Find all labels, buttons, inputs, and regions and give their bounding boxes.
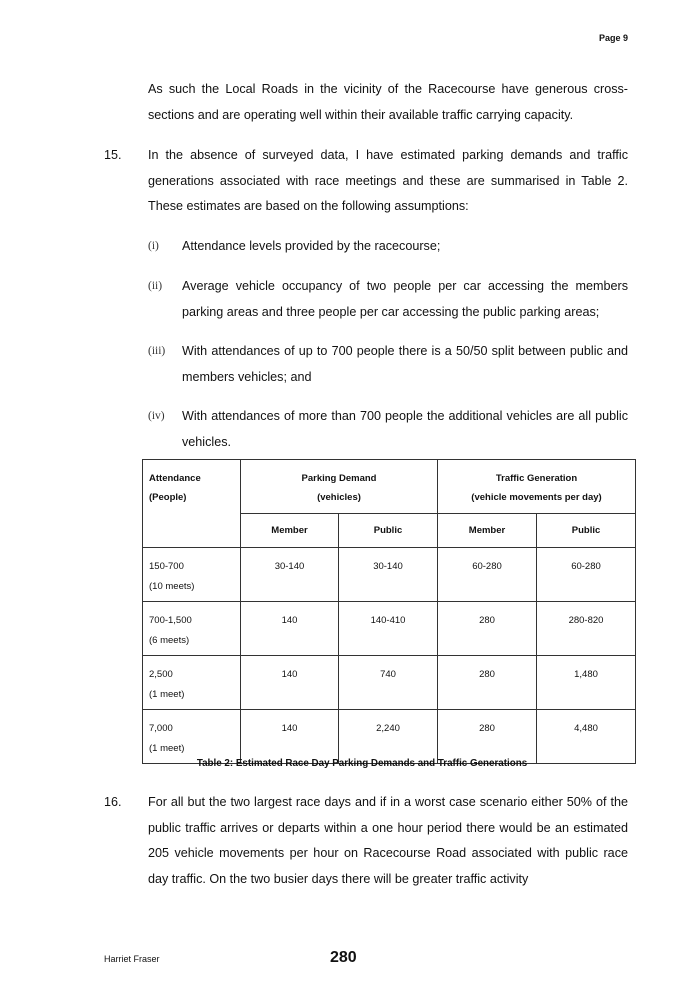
attendance-value: 7,000 xyxy=(149,723,173,734)
traffic-public-subheader: Public xyxy=(537,514,636,548)
traffic-generation-header xyxy=(438,460,636,514)
parking-public-cell: 30-140 xyxy=(339,548,438,602)
traffic-public-cell: 60-280 xyxy=(537,548,636,602)
attendance-value: 700-1,500 xyxy=(149,615,192,626)
parking-member-cell: 30-140 xyxy=(241,548,339,602)
parking-demand-header-line1: Parking Demand xyxy=(301,473,377,484)
assumption-ii-numeral: (ii) xyxy=(148,280,163,292)
attendance-header-line1: Attendance xyxy=(149,473,201,484)
parking-traffic-table xyxy=(142,459,636,764)
attendance-cell xyxy=(143,710,241,764)
attendance-value: 2,500 xyxy=(149,669,173,680)
parking-member-cell: 140 xyxy=(241,656,339,710)
parking-demand-header xyxy=(241,460,438,514)
page-number: Page 9 xyxy=(598,33,628,43)
parking-demand-header-line2: (vehicles) xyxy=(317,492,361,503)
assumption-iv-text: With attendances of more than 700 people the additional vehicles are all public vehicles. xyxy=(182,409,628,449)
attendance-value: 150-700 xyxy=(149,561,184,572)
paragraph-16-text: For all but the two largest race days and if in a worst case scenario either 50% of the public traffic arrives or departs within a one hour period there would be an estimated 205 vehicle movements per hour on Racecourse Road associated with public race day traffic. On the two busier days there will be greater traffic activity xyxy=(148,795,628,886)
attendance-header-line2: (People) xyxy=(149,492,187,503)
parking-member-cell: 140 xyxy=(241,602,339,656)
paragraph-16-number: 16. xyxy=(104,795,122,809)
traffic-public-cell: 4,480 xyxy=(537,710,636,764)
traffic-member-cell: 280 xyxy=(438,602,537,656)
paragraph-15-number: 15. xyxy=(104,148,122,162)
table-row xyxy=(143,602,636,656)
attendance-cell xyxy=(143,656,241,710)
traffic-generation-header-line1: Traffic Generation xyxy=(495,473,578,484)
parking-member-cell: 140 xyxy=(241,710,339,764)
table-row xyxy=(143,710,636,764)
meets-value: (10 meets) xyxy=(149,581,195,592)
attendance-cell xyxy=(143,602,241,656)
paragraph-15-text: In the absence of surveyed data, I have estimated parking demands and traffic generations associated with race meetings and these are summarised in Table 2. These estimates are based on the following assumptions: xyxy=(148,148,628,213)
traffic-public-cell: 1,480 xyxy=(537,656,636,710)
parking-public-cell: 2,240 xyxy=(339,710,438,764)
traffic-member-subheader: Member xyxy=(438,514,537,548)
meets-value: (1 meet) xyxy=(149,689,185,700)
attendance-cell xyxy=(143,548,241,602)
traffic-public-cell: 280-820 xyxy=(537,602,636,656)
parking-member-subheader: Member xyxy=(241,514,339,548)
table-caption: Table 2: Estimated Race Day Parking Demands and Traffic Generations xyxy=(196,758,528,769)
attendance-header xyxy=(143,460,241,548)
parking-public-cell: 140-410 xyxy=(339,602,438,656)
table-row xyxy=(143,548,636,602)
parking-public-subheader: Public xyxy=(339,514,438,548)
traffic-member-cell: 60-280 xyxy=(438,548,537,602)
assumption-iii-numeral: (iii) xyxy=(148,345,166,357)
assumption-ii-text: Average vehicle occupancy of two people per car accessing the members parking areas and three people per car accessing the public parking areas; xyxy=(182,279,628,319)
intro-paragraph: As such the Local Roads in the vicinity of the Racecourse have generous cross-sections and are operating well within their available traffic carrying capacity. xyxy=(148,82,628,122)
assumption-iv-numeral: (iv) xyxy=(148,410,165,422)
traffic-generation-header-line2: (vehicle movements per day) xyxy=(471,492,602,503)
meets-value: (6 meets) xyxy=(149,635,190,646)
parking-public-cell: 740 xyxy=(339,656,438,710)
meets-value: (1 meet) xyxy=(149,743,185,754)
footer-page-number: 280 xyxy=(330,949,357,966)
assumption-iii-text: With attendances of up to 700 people there is a 50/50 split between public and members vehicles; and xyxy=(182,344,628,384)
assumption-i-text: Attendance levels provided by the racecourse; xyxy=(182,239,441,253)
table-row xyxy=(143,656,636,710)
traffic-member-cell: 280 xyxy=(438,710,537,764)
assumption-i-numeral: (i) xyxy=(148,240,159,252)
footer-author: Harriet Fraser xyxy=(104,954,160,964)
traffic-member-cell: 280 xyxy=(438,656,537,710)
